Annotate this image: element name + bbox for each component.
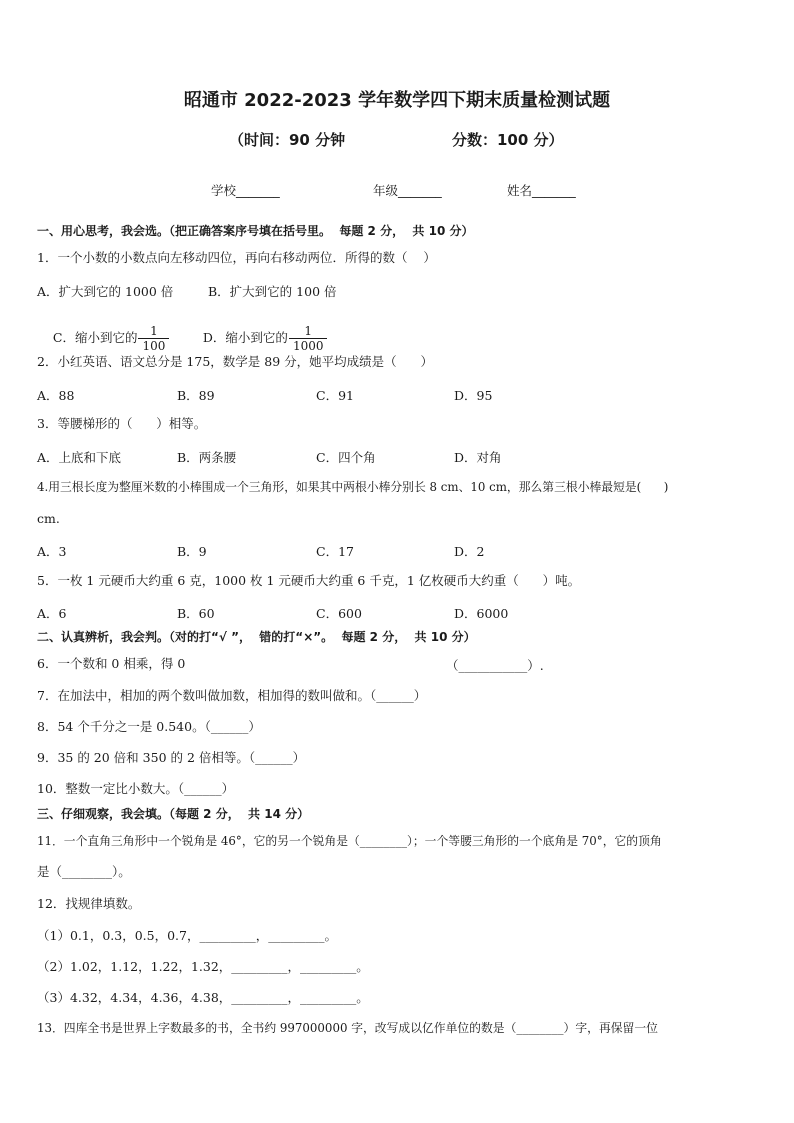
question-12-3: （3）4.32，4.34，4.36，4.38，_________，_________。 — [37, 990, 369, 1005]
fraction: $\frac{1}{100}$ — [138, 324, 169, 353]
grade-field: 年级_______ — [373, 183, 442, 198]
name-field: 姓名_______ — [507, 183, 576, 198]
question-12-2: （2）1.02，1.12，1.22，1.32，_________，_________。 — [37, 959, 369, 974]
question-7: 7．在加法中，相加的两个数叫做加数，相加得的数叫做和。（______） — [37, 688, 427, 703]
q1-option-c-label: C．缩小到它的 — [52, 330, 138, 345]
question-4-cont: cm. — [37, 511, 60, 526]
q5-option-c: C．600 — [316, 606, 362, 621]
q4-option-c: C．17 — [316, 544, 354, 559]
total-score: 分数：100 分） — [452, 131, 564, 149]
q3-option-a: A．上底和下底 — [37, 450, 122, 465]
q5-option-d: D．6000 — [454, 606, 509, 621]
question-12-1: （1）0.1，0.3，0.5，0.7，_________，_________。 — [37, 928, 337, 943]
question-6: 6．一个数和 0 相乘，得 0 — [37, 656, 186, 671]
question-8: 8．54 个千分之一是 0.540。（______） — [37, 719, 261, 734]
q2-option-c: C．91 — [316, 388, 354, 403]
question-13: 13．四库全书是世界上字数最多的书，全书约 997000000 字，改写成以亿作单位的数是（________）字，再保留一位 — [37, 1021, 658, 1035]
q4-option-d: D．2 — [454, 544, 485, 559]
q4-option-a: A．3 — [37, 544, 67, 559]
q5-option-a: A．6 — [37, 606, 67, 621]
section-2-heading: 二、认真辨析，我会判。（对的打“√ ”， 错的打“×”。 每题 2 分， 共 10 分） — [37, 630, 476, 644]
question-11: 11．一个直角三角形中一个锐角是 46°，它的另一个锐角是（________）；一个等腰三角形的一个底角是 70°，它的顶角 — [37, 834, 662, 848]
question-11-cont: 是（________）。 — [37, 864, 131, 879]
question-12: 12．找规律填数。 — [37, 896, 141, 911]
q1-option-b: B．扩大到它的 100 倍 — [208, 284, 337, 299]
question-9: 9．35 的 20 倍和 350 的 2 倍相等。（______） — [37, 750, 306, 765]
q2-option-a: A．88 — [37, 388, 75, 403]
section-1-heading: 一、用心思考，我会选。（把正确答案序号填在括号里。 每题 2 分， 共 10 分） — [37, 224, 474, 238]
section-3-heading: 三、仔细观察，我会填。（每题 2 分， 共 14 分） — [37, 807, 310, 821]
q1-option-a: A．扩大到它的 1000 倍 — [37, 284, 174, 299]
page-title: 昭通市 2022-2023 学年数学四下期末质量检测试题 — [183, 90, 611, 111]
question-2: 2．小红英语、语文总分是 175，数学是 89 分，她平均成绩是（ ） — [37, 354, 433, 369]
q2-option-b: B．89 — [177, 388, 215, 403]
q2-option-d: D．95 — [454, 388, 493, 403]
question-1: 1．一个小数的小数点向左移动四位，再向右移动两位．所得的数（ ） — [37, 250, 436, 265]
time-limit: （时间：90 分钟 — [229, 131, 346, 149]
fraction: $\frac{1}{1000}$ — [289, 324, 328, 353]
q5-option-b: B．60 — [177, 606, 215, 621]
q3-option-b: B．两条腰 — [177, 450, 237, 465]
q3-option-c: C．四个角 — [316, 450, 376, 465]
question-4: 4.用三根长度为整厘米数的小棒围成一个三角形，如果其中两根小棒分别长 8 cm、10 cm，那么第三根小棒最短是( ) — [37, 480, 669, 494]
question-6-blank: （___________）. — [446, 658, 544, 673]
q4-option-b: B．9 — [177, 544, 207, 559]
q1-option-d-label: D．缩小到它的 — [202, 330, 288, 345]
question-10: 10．整数一定比小数大。（______） — [37, 781, 235, 796]
school-field: 学校_______ — [211, 183, 280, 198]
question-3: 3．等腰梯形的（ ）相等。 — [37, 416, 207, 431]
question-5: 5．一枚 1 元硬币大约重 6 克，1000 枚 1 元硬币大约重 6 千克，1 亿枚硬币大约重（ ）吨。 — [37, 573, 581, 588]
q3-option-d: D．对角 — [454, 450, 502, 465]
